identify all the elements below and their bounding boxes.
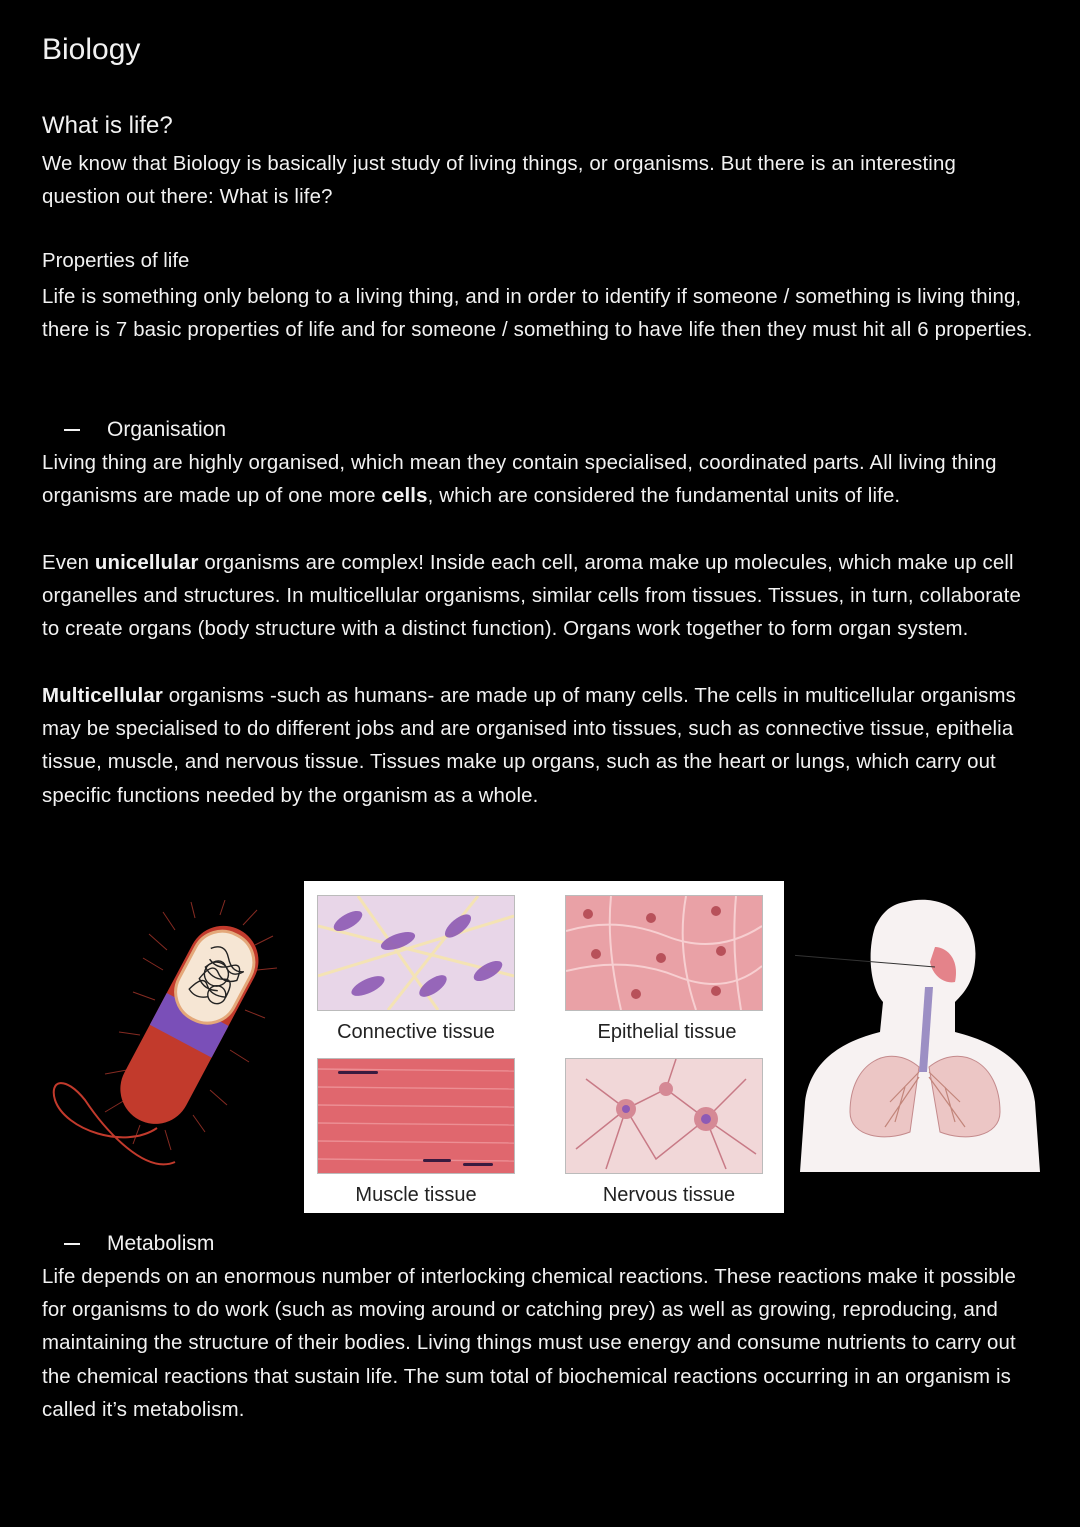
- nervous-tissue-caption: Nervous tissue: [602, 1184, 736, 1206]
- bacteria-illustration: [45, 900, 285, 1190]
- human-respiratory-illustration: [795, 892, 1040, 1182]
- connective-tissue-image: [317, 895, 515, 1011]
- metabolism-heading: Metabolism: [107, 1232, 215, 1255]
- bullet-organisation: [64, 418, 226, 442]
- intro-paragraph: We know that Biology is basically just study of living things, or organisms. But there is an interesting question out there: What is life?: [42, 153, 956, 209]
- properties-paragraph: Life is something only belong to a living thing, and in order to identify if someone / something is living thing, there is 7 basic properties of life and for someone / something to have life then they must hit all 6 properties.: [42, 286, 1033, 342]
- tissue-figure: [304, 881, 784, 1213]
- epithelial-tissue-caption: Epithelial tissue: [597, 1021, 737, 1043]
- bold-term-unicellular: unicellular: [94, 552, 199, 574]
- page-title: Biology: [42, 33, 141, 66]
- bold-term-multicellular: Multicellular: [42, 685, 163, 707]
- epithelial-tissue-image: [565, 895, 763, 1011]
- muscle-tissue-caption: Muscle tissue: [355, 1184, 477, 1206]
- organisation-paragraph-1: Living thing are highly organised, which mean they contain specialised, coordinated parts. All living thing organisms are made up of one more cells, which are considered the fundamental units of life.: [42, 452, 997, 508]
- properties-heading: Properties of life: [42, 250, 190, 272]
- dash-icon: [64, 1243, 80, 1246]
- metabolism-paragraph: Life depends on an enormous number of interlocking chemical reactions. These reactions make it possible for organisms to do work (such as moving around or catching prey) as well as growing, reproducing, and maintaining the structure of their bodies. Living things must use energy and consume nutrients to carry out the chemical reactions that sustain life. The sum total of biochemical reactions occurring in an organism is called it’s metabolism.: [42, 1266, 1016, 1421]
- dash-icon: [64, 429, 80, 432]
- section-heading: What is life?: [42, 112, 173, 139]
- bullet-metabolism: [64, 1232, 214, 1256]
- bold-term-cells: cells: [381, 485, 428, 508]
- muscle-tissue-image: [317, 1058, 515, 1174]
- connective-tissue-caption: Connective tissue: [337, 1021, 495, 1043]
- organisation-paragraph-3: Multicellular organisms -such as humans- are made up of many cells. The cells in multicellular organisms may be specialised to do different jobs and are organised into tissues, such as connective tissue, epithelia tissue, muscle, and nervous tissue. Tissues make up organs, such as the heart or lungs, which carry out specific functions needed by the organism as a whole.: [42, 685, 1016, 807]
- organisation-heading: Organisation: [107, 418, 227, 441]
- nervous-tissue-image: [565, 1058, 763, 1174]
- organisation-paragraph-2: Even unicellular organisms are complex! Inside each cell, aroma make up molecules, which make up cell organelles and structures. In multicellular organisms, similar cells from tissues. Tissues, in turn, collaborate to create organs (body structure with a distinct function). Organs work together to form organ system.: [42, 552, 1021, 641]
